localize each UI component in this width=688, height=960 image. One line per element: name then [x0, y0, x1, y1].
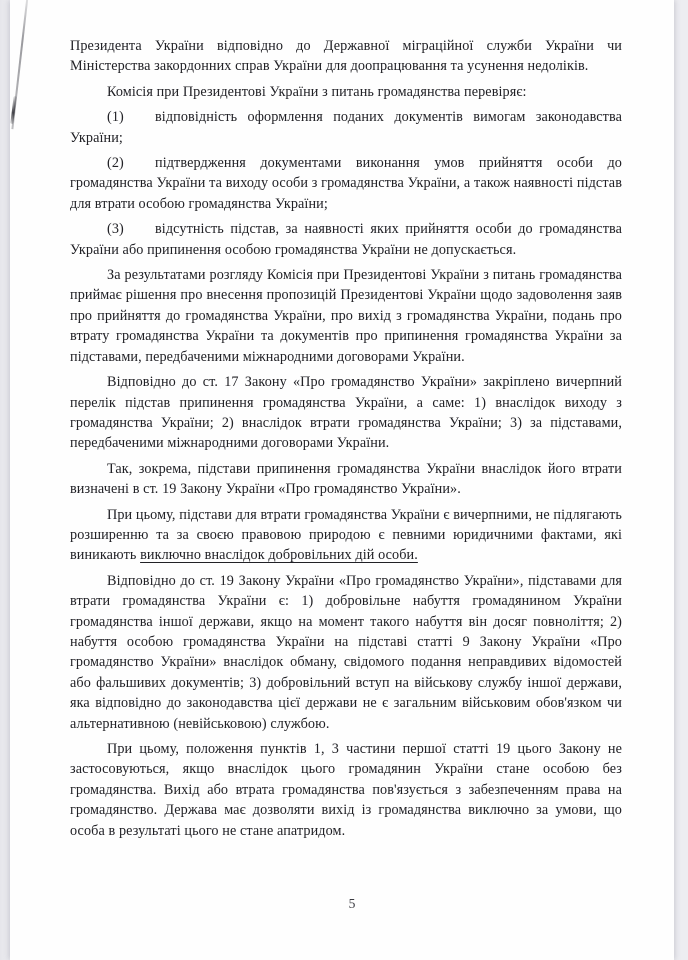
item-text: підтвердження документами виконання умов прийняття особи до громадянства України та виходу особи з громадянства України, а також наявності підстав для втрати особою громадянства України;: [70, 155, 622, 212]
item-text: відповідність оформлення поданих документів вимогам законодавства України;: [70, 109, 622, 146]
numbered-item-2: [70, 153, 622, 214]
paragraph-loss-grounds: [70, 505, 622, 566]
paragraph-article-17: Відповідно до ст. 17 Закону «Про громадянство України» закріплено вичерпний перелік підстав припинення громадянства України, а саме: 1) внаслідок виходу з громадянства України; 2) внаслідок втрати громадянства України; 3) за підставами, передбаченими міжнародними договорами України.: [70, 374, 622, 452]
paragraph-text: При цьому, підстави для втрати громадянства України є вичерпними, не підлягають розширенню та за своєю правовою природою є певними юридичними фактами, які виникають: [70, 506, 622, 564]
paragraph-article-19-reference: Так, зокрема, підстави припинення громадянства України внаслідок його втрати визначені в ст. 19 Закону України «Про громадянство України».: [70, 460, 622, 498]
document-page: [10, 0, 674, 960]
page-number: 5: [348, 896, 356, 911]
numbered-item-3: [70, 219, 622, 260]
scan-crease-dark-mark: [10, 96, 16, 124]
paragraph-continuation: Президента України відповідно до Державної міграційної служби України чи Міністерства закордонних справ України для доопрацювання та усунення недоліків.: [70, 38, 622, 75]
paragraph-article-19-grounds: Відповідно до ст. 19 Закону України «Про громадянство України», підставами для втрати громадянства України є: 1) добровільне набуття громадянином України громадянства іншої держави, якщо на момент такого набуття він досяг повноліття; 2) набуття особою громадянства України на підставі статті 9 Закону України «Про громадянство України» внаслідок обману, свідомого подання неправдивих відомостей або фальшивих документів; 3) добровільний вступ на військову службу іншої держави, яка відповідно до законодавства цієї держави не є загальним військовим обов'язком чи альтернативною (невійськовою) службою.: [70, 572, 622, 732]
paragraph-statelessness: При цьому, положення пунктів 1, 3 частини першої статті 19 цього Закону не застосовуються, якщо внаслідок цього громадянин України стане особою без громадянства. Вихід або втрата громадянства пов'язується з забезпеченням права на громадянство. Держава має дозволяти вихід із громадянства виключно за умови, що особа в результаті цього не стане апатридом.: [70, 741, 622, 839]
paragraph-commission-results: За результатами розгляду Комісія при Президентові України з питань громадянства приймає рішення про внесення пропозицій Президентові України щодо задоволення заяв про прийняття до громадянства України, про вихід з громадянства України, подань про втрату громадянства України та документів про припинення громадянства України за підставами, передбаченими міжнародними договорами України.: [70, 267, 622, 365]
paragraph-commission-intro: Комісія при Президентові України з питань громадянства перевіряє:: [107, 83, 527, 100]
numbered-item-1: [70, 107, 622, 148]
item-number: (3): [107, 221, 124, 238]
underlined-text: виключно внаслідок добровільних дій особи.: [140, 547, 418, 564]
document-body: [70, 36, 622, 846]
item-number: (2): [107, 155, 124, 172]
item-text: відсутність підстав, за наявності яких прийняття особи до громадянства України або припинення особою громадянства України не допускається.: [70, 221, 622, 258]
item-number: (1): [107, 109, 124, 126]
